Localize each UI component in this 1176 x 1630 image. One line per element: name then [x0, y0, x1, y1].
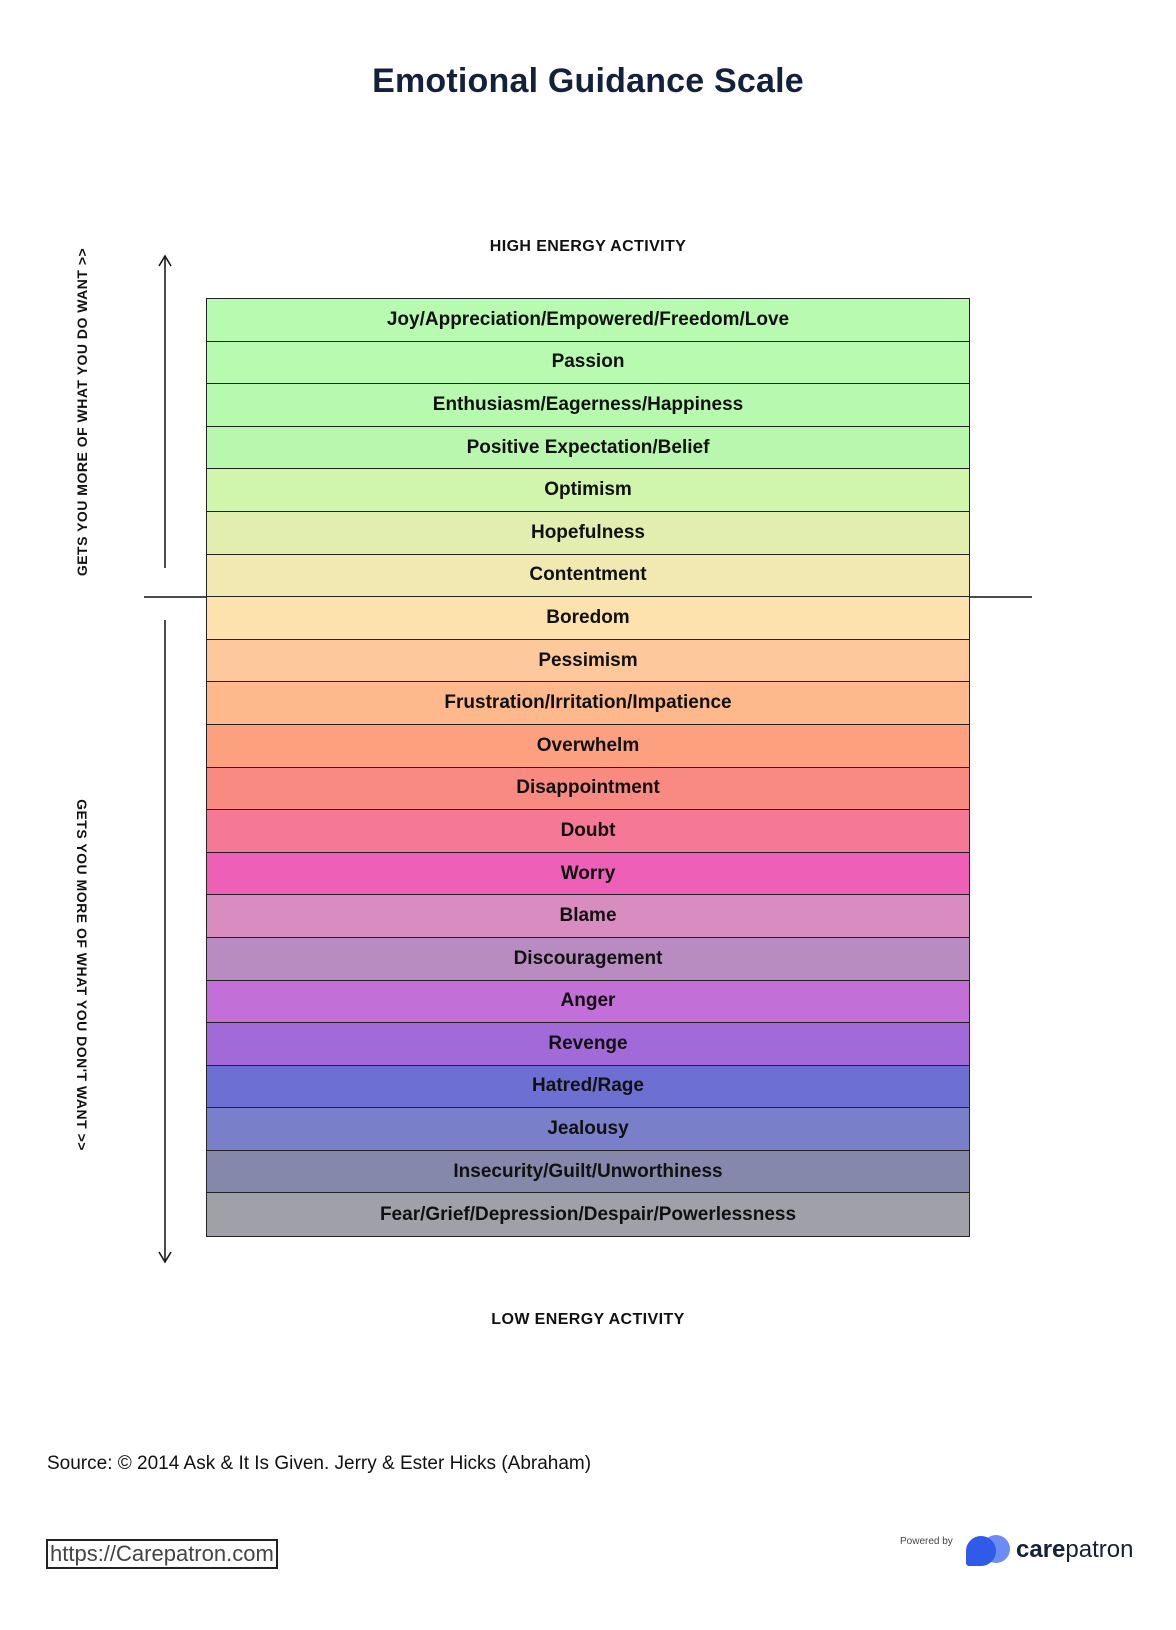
scale-row-label: Contentment	[529, 564, 647, 586]
scale-row	[207, 981, 969, 1024]
scale-row	[207, 427, 969, 470]
brand-bold: care	[1016, 1536, 1066, 1563]
scale-row-label: Pessimism	[538, 649, 638, 671]
scale-row	[207, 725, 969, 768]
scale-row-label: Positive Expectation/Belief	[466, 436, 710, 458]
scale-row	[207, 895, 969, 938]
scale-row-label: Jealousy	[547, 1118, 629, 1140]
page-title: Emotional Guidance Scale	[372, 62, 804, 100]
side-label-do-want: GETS YOU MORE OF WHAT YOU DO WANT >>	[74, 247, 90, 577]
emotion-scale	[206, 298, 970, 1237]
scale-row-label: Blame	[559, 905, 617, 927]
scale-row	[207, 938, 969, 981]
carepatron-brand	[900, 1530, 1140, 1570]
scale-row-label: Anger	[560, 990, 616, 1012]
side-label-dont-want: GETS YOU MORE OF WHAT YOU DON'T WANT >>	[74, 799, 90, 1151]
scale-row-label: Worry	[560, 862, 616, 884]
scale-row-label: Insecurity/Guilt/Unworthiness	[453, 1160, 723, 1182]
scale-row-label: Disappointment	[516, 777, 660, 799]
scale-row-label: Optimism	[544, 479, 632, 501]
scale-row-label: Fear/Grief/Depression/Despair/Powerlessness	[379, 1203, 797, 1225]
carepatron-logo-icon	[964, 1534, 1012, 1568]
scale-row-label: Overwhelm	[536, 734, 640, 756]
scale-row	[207, 1193, 969, 1236]
scale-row	[207, 1151, 969, 1194]
scale-row	[207, 1108, 969, 1151]
high-energy-label: HIGH ENERGY ACTIVITY	[489, 238, 687, 255]
scale-row	[207, 342, 969, 385]
scale-row	[207, 384, 969, 427]
scale-row-label: Enthusiasm/Eagerness/Happiness	[432, 393, 744, 415]
scale-row-label: Hatred/Rage	[532, 1075, 644, 1097]
scale-row-label: Hopefulness	[530, 521, 646, 543]
brand-rest: patron	[1065, 1536, 1134, 1563]
scale-row-label: Boredom	[546, 606, 630, 628]
scale-row	[207, 555, 969, 598]
scale-row	[207, 810, 969, 853]
scale-row	[207, 768, 969, 811]
scale-row	[207, 640, 969, 683]
scale-row	[207, 469, 969, 512]
scale-row-label: Joy/Appreciation/Empowered/Freedom/Love	[386, 308, 790, 330]
scale-row-label: Discouragement	[513, 947, 663, 969]
scale-row	[207, 682, 969, 725]
scale-row	[207, 1023, 969, 1066]
scale-row	[207, 299, 969, 342]
carepatron-link[interactable]: https://Carepatron.com	[46, 1539, 278, 1569]
scale-row-label: Revenge	[548, 1032, 628, 1054]
scale-row	[207, 597, 969, 640]
source-citation: Source: © 2014 Ask & It Is Given. Jerry & Ester Hicks (Abraham)	[47, 1453, 592, 1474]
scale-row-label: Doubt	[560, 819, 616, 841]
scale-row	[207, 1066, 969, 1109]
carepatron-wordmark	[1016, 1536, 1133, 1564]
scale-row	[207, 853, 969, 896]
low-energy-label: LOW ENERGY ACTIVITY	[491, 1311, 685, 1328]
scale-row-label: Passion	[551, 351, 625, 373]
powered-by-text: Powered by	[900, 1536, 953, 1547]
scale-row-label: Frustration/Irritation/Impatience	[444, 692, 732, 714]
scale-row	[207, 512, 969, 555]
